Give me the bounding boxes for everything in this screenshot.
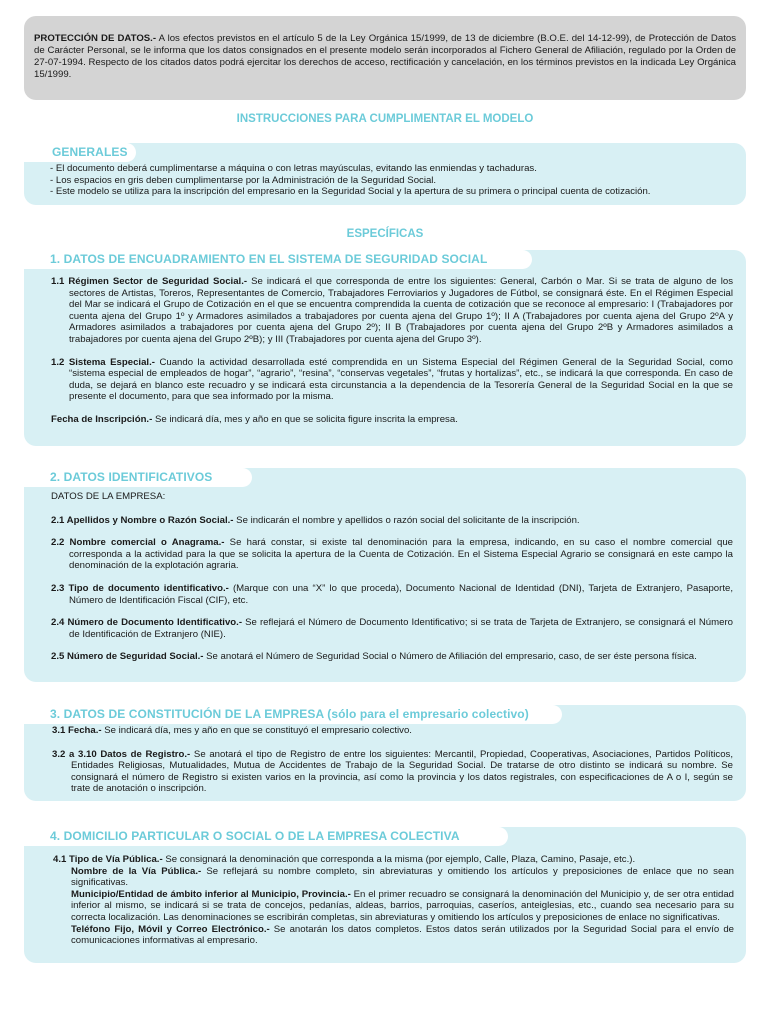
section2-item: 2.1 Apellidos y Nombre o Razón Social.- Se indicarán el nombre y apellidos o razón social del solicitante de la inscripción. [51,514,580,526]
section3-tab [24,705,562,724]
generales-tab [24,143,136,162]
section2-item: 2.3 Tipo de documento identificativo.- (Marque con una “X” lo que proceda), Documento Nacional de Identidad (DNI), Tarjeta de Extranjero, Pasaporte, Número de Identificación Fiscal (CIF), etc. [51,582,733,606]
section3-body [52,725,733,795]
especificas-title: ESPECÍFICAS [346,228,424,240]
section1-item: 1.1 Régimen Sector de Seguridad Social.- Se indicará el que corresponda de entre los siguientes: General, Carbón o Mar. Si se trata de alguno de los sectores de Artistas, Toreros, Representantes de Comercio, Trabajadores Ferroviarios y Jugadores de Fútbol, se consignará éste. En el Régimen Especial del Mar se indicará el Grupo de Cotización en el que se encuentra comprendida la cuenta de cotización que se reconoce al empresario: I (Trabajadores por cuenta ajena del Grupo 1º y Armadores asimilados a trabajadores por cuenta ajena del Grupo 1º); II A (Trabajadores por cuenta ajena del Grupo 2ºA y Armadores asimilados a trabajadores por cuenta ajena del Grupo 2º); II B (Trabajadores por cuenta ajena del Grupo 2ºB y Armadores asimilados a trabajadores por cuenta ajena del Grupo 2ºB); y III (Trabajadores por cuenta ajena del Grupo 3º). [51,276,733,345]
section4-item: Nombre de la Vía Pública.- Se reflejará su nombre completo, sin abreviaturas y omitiendo los artículos y preposiciones de enlace que no sean significativas. [71,865,734,889]
section4-item: Municipio/Entidad de ámbito inferior al Municipio, Provincia.- En el primer recuadro se consignará la denominación del Municipio y, de ser otra entidad inferior al mismo, se indicará si se trata de concejos, pedanías, aldeas, barrios, parroquias, caseríos, anteiglesias, etc., cuando sea necesario para su correcta localización. Las denominaciones se escribirán completas, sin abreviaturas y omitiendo los artículos y preposiciones de enlace no significativas. [71,888,734,923]
section2-item: 2.4 Número de Documento Identificativo.- Se reflejará el Número de Documento Identificativo; si se trata de Tarjeta de Extranjero, se consignará el Número de Identificación de Extranjero (NIE). [51,617,733,640]
section1-tab [24,250,532,269]
section1-heading: 1. DATOS DE ENCUADRAMIENTO EN EL SISTEMA DE SEGURIDAD SOCIAL [50,252,488,266]
section4-item: Teléfono Fijo, Móvil y Correo Electrónico.- Se anotarán los datos completos. Estos datos serán utilizados por la Seguridad Social para el envío de comunicaciones informativas al empresario. [71,923,735,947]
section3-heading: 3. DATOS DE CONSTITUCIÓN DE LA EMPRESA (sólo para el empresario colectivo) [50,707,529,721]
section2-intro: DATOS DE LA EMPRESA: [51,491,166,502]
section2-item: 2.5 Número de Seguridad Social.- Se anotará el Número de Seguridad Social o Número de Afiliación del empresario, caso, de ser éste persona física. [51,651,697,663]
section2-heading: 2. DATOS IDENTIFICATIVOS [50,470,213,484]
generales-heading: GENERALES [52,145,128,159]
instructions-title: INSTRUCCIONES PARA CUMPLIMENTAR EL MODELO [236,113,534,125]
section4-heading: 4. DOMICILIO PARTICULAR O SOCIAL O DE LA EMPRESA COLECTIVA [50,829,460,843]
section1-body [51,276,733,426]
list-item: - Este modelo se utiliza para la inscripción del empresario en la Seguridad Social y la apertura de su primera o principal cuenta de cotización. [50,186,651,198]
section3-item: 3.1 Fecha.- Se indicará día, mes y año en que se constituyó el empresario colectivo. [52,725,412,736]
list-item: - Los espacios en gris deben cumplimentarse por la Administración de la Seguridad Social. [50,174,437,186]
privacy-title: PROTECCIÓN DE DATOS.- [34,33,157,44]
privacy-notice [24,16,746,100]
section2-tab [24,468,252,487]
section1-item: 1.2 Sistema Especial.- Cuando la actividad desarrollada esté comprendida en un Sistema Especial del Régimen General de la Seguridad Social, como “sistema especial de empleados de hogar”, “agrario”, “resina”, “conservas vegetales”, “frutas y hortalizas”, etc., se indicará la que corresponda. En caso de duda, se dejará en blanco este recuadro y se indicará esta circunstancia a la dependencia de la Tesorería General de la Seguridad Social en la que se presente el documento, para que sea informado por la misma. [51,356,734,403]
privacy-text: A los efectos previstos en el artículo 5 de la Ley Orgánica 15/1999, de 13 de diciembre (B.O.E. del 14-12-99), de Protección de Datos de Carácter Personal, se le informa que los datos consignados en el presente modelo serán incorporados al Fichero General de Afiliación, regulado por la Orden de 27-07-1994. Respecto de los citados datos podrá ejercitar los derechos de acceso, rectificación y cancelación, en los términos previstos en la indicada Ley Orgánica 15/1999. [34,33,736,80]
generales-list [50,163,740,198]
section4-tab [24,827,508,846]
section2-item: 2.2 Nombre comercial o Anagrama.- Se hará constar, si existe tal denominación para la empresa, indicando, en su caso el nombre comercial que corresponda a la actividad para la que se solicita la apertura de la Cuenta de Cotización. En el Sistema Especial Agrario se consignará en este campo la denominación de la explotación agraria. [51,537,734,572]
section2-body [51,491,733,663]
section4-item: 4.1 Tipo de Vía Pública.- Se consignará la denominación que corresponda a la misma (por ejemplo, Calle, Plaza, Camino, Pasaje, etc.). [53,854,636,865]
section3-item: 3.2 a 3.10 Datos de Registro.- Se anotará el tipo de Registro de entre los siguientes: Mercantil, Propiedad, Cooperativas, Asociaciones, Partidos Políticos, Entidades Religiosas, Mutualidades, Mutua de Accidentes de Trabajo de la Seguridad Social. De tratarse de otro distinto se indicará su nombre. Se consignará el número de Registro si existen varios en la provincia, así como la provincia y los datos registrales, con especificaciones de A o I, según se trate de anotación o inscripción. [52,748,734,795]
section4-body [53,854,734,947]
list-item: - El documento deberá cumplimentarse a máquina o con letras mayúsculas, evitando las enmiendas y tachaduras. [50,163,537,174]
section1-item: Fecha de Inscripción.- Se indicará día, mes y año en que se solicita figure inscrita la empresa. [51,413,458,425]
